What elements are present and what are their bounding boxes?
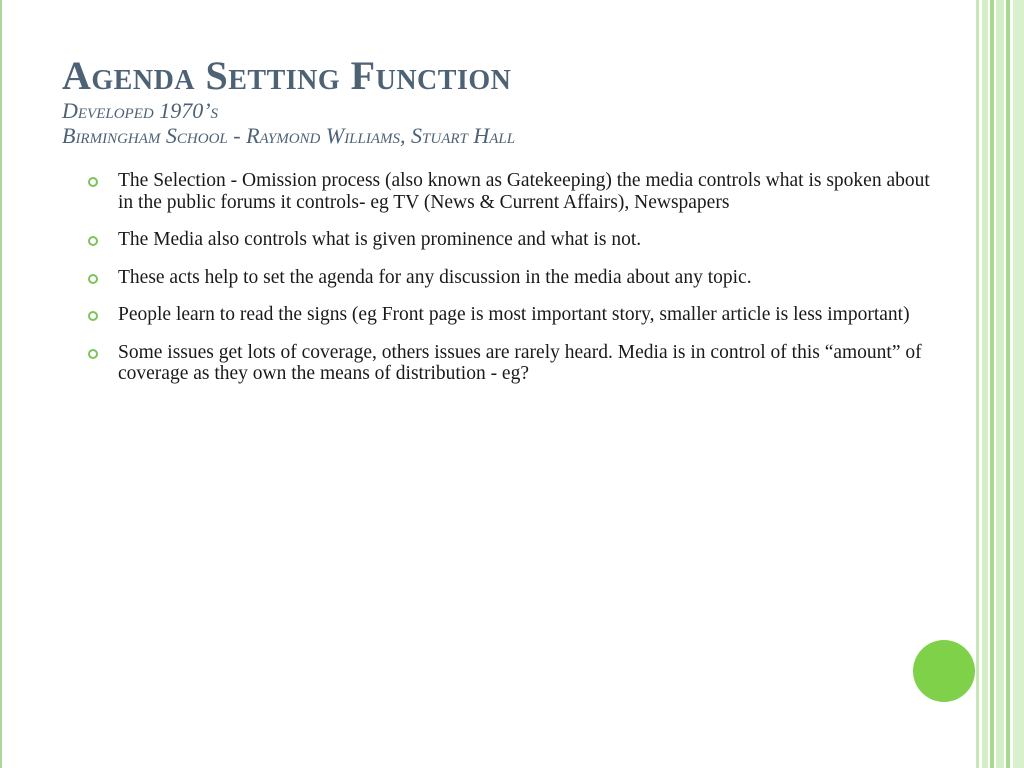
left-border-stripe xyxy=(0,0,2,768)
bullet-circle-icon xyxy=(88,177,98,187)
title-block xyxy=(62,54,942,148)
right-stripe xyxy=(990,0,994,768)
decorative-green-circle xyxy=(913,640,975,702)
bullet-circle-icon xyxy=(88,349,98,359)
bullet-text: These acts help to set the agenda for any discussion in the media about any topic. xyxy=(118,266,752,288)
bullet-item xyxy=(88,304,948,326)
bullet-circle-icon xyxy=(88,236,98,246)
slide-title: Agenda Setting Function xyxy=(62,53,512,98)
right-stripe xyxy=(996,0,1004,768)
subtitle-line-1: Developed 1970’s xyxy=(62,98,219,123)
bullet-item xyxy=(88,229,948,251)
bullet-list xyxy=(88,170,948,401)
bullet-circle-icon xyxy=(88,311,98,321)
bullet-text: Some issues get lots of coverage, others issues are rarely heard. Media is in control of this “amount” of coverage as they own the means of distribution - eg? xyxy=(118,341,922,384)
right-stripe xyxy=(1006,0,1010,768)
right-stripe xyxy=(982,0,988,768)
right-decorative-stripes xyxy=(976,0,1024,768)
subtitle-line-2: Birmingham School - Raymond Williams, Stuart Hall xyxy=(62,123,516,148)
bullet-circle-icon xyxy=(88,274,98,284)
bullet-text: People learn to read the signs (eg Front page is most important story, smaller article is less important) xyxy=(118,304,910,325)
bullet-text: The Media also controls what is given prominence and what is not. xyxy=(118,229,642,250)
bullet-text: The Selection - Omission process (also known as Gatekeeping) the media controls what is spoken about in the public forums it controls- eg TV (News & Current Affairs), Newspapers xyxy=(118,170,930,213)
bullet-item xyxy=(88,342,948,385)
right-stripe xyxy=(976,0,979,768)
bullet-item xyxy=(88,170,948,213)
right-stripe xyxy=(1013,0,1024,768)
bullet-item xyxy=(88,267,948,289)
